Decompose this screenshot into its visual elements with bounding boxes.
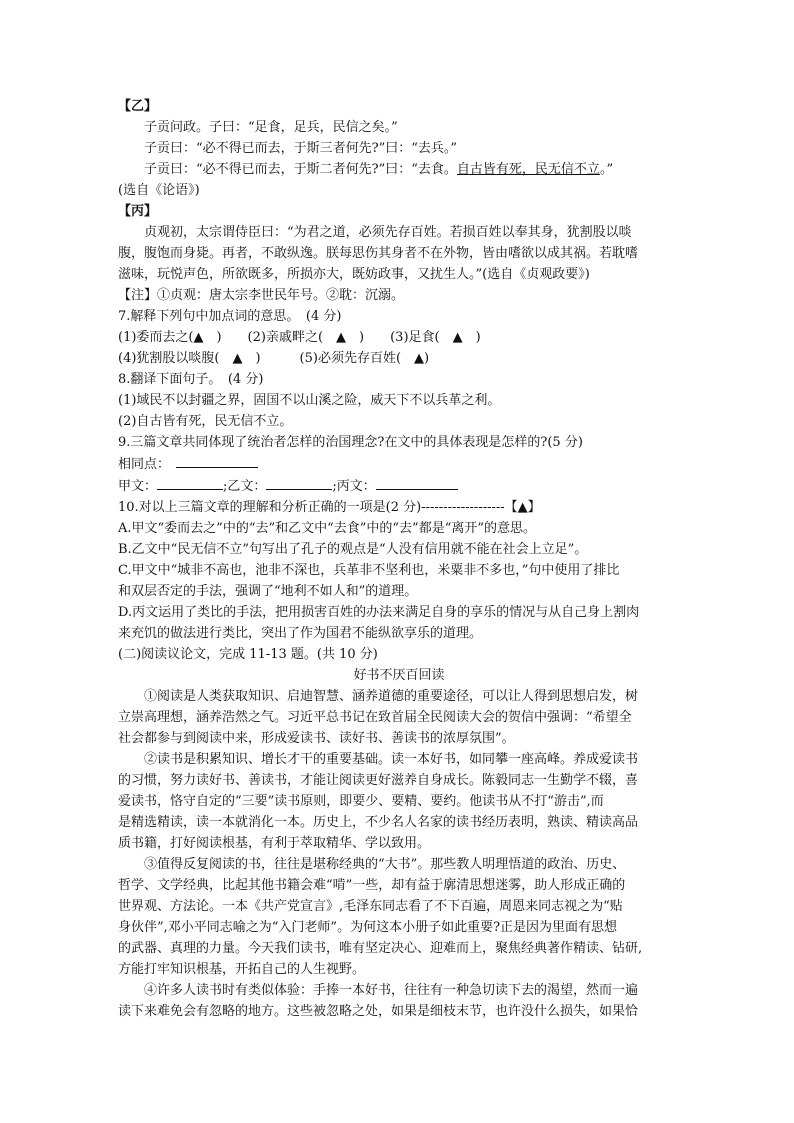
yi-source: (选自《论语》) bbox=[118, 183, 200, 198]
bing-line-1: 贞观初，太宗谓侍臣曰：“为君之道，必须先存百姓。若损百姓以奉其身，犹割股以啖 bbox=[144, 225, 632, 240]
yi-answer-blank[interactable] bbox=[266, 475, 332, 490]
exam-page bbox=[118, 96, 680, 1022]
essay-para-1-line: 社会都参与到阅读中来，形成爱读书、读好书、善读书的浓厚氛围”。 bbox=[118, 731, 515, 746]
question-7-row-1: (1)委而去之(▲ ) (2)亲戚畔之( ▲ ) (3)足食( ▲ ) bbox=[118, 330, 481, 345]
essay-para-1-line: 立崇高理想，涵养浩然之气。习近平总书记在致首届全民阅读大会的贺信中强调：“希望全 bbox=[118, 710, 632, 725]
part-2-intro: (二)阅读议论文，完成 11-13 题。(共 10 分) bbox=[118, 647, 378, 662]
bing-line-3: 滋味，玩悦声色，所欲既多，所损亦大，既妨政事，又扰生人。”(选自《贞观政要》) bbox=[118, 267, 590, 282]
yi-label: ;乙文： bbox=[223, 479, 267, 494]
essay-title: 好书不厌百回读 bbox=[353, 668, 445, 683]
yi-line-3 bbox=[118, 159, 680, 180]
same-answer-blank[interactable] bbox=[176, 453, 258, 468]
essay-para-3-line: 身伙伴”,邓小平同志喻之为“入门老师”。为何这本小册子如此重要?正是因为里面有思想 bbox=[118, 920, 618, 935]
essay-para-3-line: 的武器、真理的力量。今天我们读书，唯有坚定决心、迎难而上，聚焦经典著作精读、钻研, bbox=[118, 941, 643, 956]
question-8-title: 8.翻译下面句子。 (4 分) bbox=[118, 372, 264, 387]
bing-label: ;丙文： bbox=[332, 479, 376, 494]
section-yi-heading: 【乙】 bbox=[118, 99, 158, 114]
bing-answer-blank[interactable] bbox=[376, 475, 458, 490]
jia-label: 甲文： bbox=[118, 479, 158, 494]
question-8-sentence-2: (2)自古皆有死，民无信不立。 bbox=[118, 414, 293, 429]
question-9-title: 9.三篇文章共同体现了统治者怎样的治国理念?在文中的具体表现是怎样的?(5 分) bbox=[118, 435, 583, 450]
essay-para-3-line: 方能打牢知识根基，开拓自己的人生视野。 bbox=[118, 962, 366, 977]
essay-para-2-line: 的习惯，努力读好书、善读书，才能让阅读更好滋养自身成长。陈毅同志一生勤学不辍，喜 bbox=[118, 773, 639, 788]
essay-para-3-line: 世界观、方法论。一本《共产党宣言》,毛泽东同志看了不下百遍，周恩来同志视之为“贴 bbox=[118, 899, 623, 914]
option-d-line-2: 来充饥的做法进行类比，突出了作为国君不能纵欲享乐的道理。 bbox=[118, 626, 483, 641]
yi-line-3-pre: 子贡曰：“必不得已而去，于斯二者何先?”曰：“去食。 bbox=[144, 162, 457, 177]
bing-line-2: 腹，腹饱而身毙。再者，不敢纵逸。朕每思伤其身者不在外物，皆由嗜欲以成其祸。若耽嗜 bbox=[118, 246, 639, 261]
question-9-detail-row bbox=[118, 475, 680, 497]
yi-line-3-post: 。” bbox=[599, 162, 614, 177]
bing-note: 【注】①贞观：唐太宗李世民年号。②耽：沉溺。 bbox=[118, 288, 405, 303]
essay-para-2-line: 爱读书，恪守自定的“三要”读书原则，即要少、要精、要约。他读书从不打“游击”,而 bbox=[118, 794, 604, 809]
question-10-title: 10.对以上三篇文章的理解和分析正确的一项是(2 分)-------------------【▲】 bbox=[118, 500, 541, 515]
same-label: 相同点： bbox=[118, 457, 171, 472]
essay-para-2-line: ②读书是积累知识、增长才干的重要基础。读一本好书，如同攀一座高峰。养成爱读书 bbox=[144, 752, 639, 767]
yi-line-1: 子贡问政。子曰：“足食，足兵，民信之矣。” bbox=[144, 120, 398, 135]
essay-para-3-line: 哲学、文学经典，比起其他书籍会难“啃”一些，却有益于廓清思想迷雾，助人形成正确的 bbox=[118, 878, 626, 893]
essay-para-2-line: 质书籍，打好阅读根基，有利于萃取精华、学以致用。 bbox=[118, 836, 431, 851]
question-8-sentence-1: (1)域民不以封疆之界，固国不以山溪之险，威天下不以兵革之利。 bbox=[118, 393, 501, 408]
option-d-line-1: D.丙文运用了类比的手法，把用损害百姓的办法来满足自身的享乐的情况与从自己身上割肉 bbox=[118, 605, 640, 620]
option-c-line-2: 和双层否定的手法，强调了“地利不如人和”的道理。 bbox=[118, 584, 418, 599]
essay-para-2-line: 是精选精读，读一本就消化一本。历史上，不少名人名家的读书经历表明，熟读、精读高品 bbox=[118, 815, 639, 830]
yi-underlined-sentence: 自古皆有死，民无信不立 bbox=[456, 162, 600, 177]
question-9-same-row bbox=[118, 453, 680, 475]
section-bing-heading: 【丙】 bbox=[118, 204, 158, 219]
essay-para-4-line: ④许多人读书时有类似体验：手捧一本好书，往往有一种急切读下去的渴望，然而一遍 bbox=[144, 983, 639, 998]
question-7-title: 7.解释下列句中加点词的意思。 (4 分) bbox=[118, 309, 342, 324]
jia-answer-blank[interactable] bbox=[157, 475, 223, 490]
option-a: A.甲文“委而去之”中的“去”和乙文中“去食”中的“去”都是“离开”的意思。 bbox=[118, 521, 536, 536]
essay-para-1-line: ①阅读是人类获取知识、启迪智慧、涵养道德的重要途径，可以让人得到思想启发，树 bbox=[144, 689, 639, 704]
option-c-line-1: C.甲文中“城非不高也，池非不深也，兵革非不坚利也，米粟非不多也，”句中使用了排比 bbox=[118, 563, 620, 578]
question-7-row-2: (4)犹割股以啖腹( ▲ ) (5)必须先存百姓( ▲) bbox=[118, 351, 430, 366]
yi-line-2: 子贡曰：“必不得已而去，于斯三者何先?”曰：“去兵。” bbox=[144, 141, 458, 156]
option-b: B.乙文中“民无信不立”句写出了孔子的观点是“人没有信用就不能在社会上立足”。 bbox=[118, 542, 588, 557]
essay-para-3-line: ③值得反复阅读的书，往往是堪称经典的“大书”。那些教人明理悟道的政治、历史、 bbox=[144, 857, 626, 872]
essay-para-4-line: 读下来难免会有忽略的地方。这些被忽略之处，如果是细枝末节，也许没什么损失，如果恰 bbox=[118, 1004, 639, 1019]
